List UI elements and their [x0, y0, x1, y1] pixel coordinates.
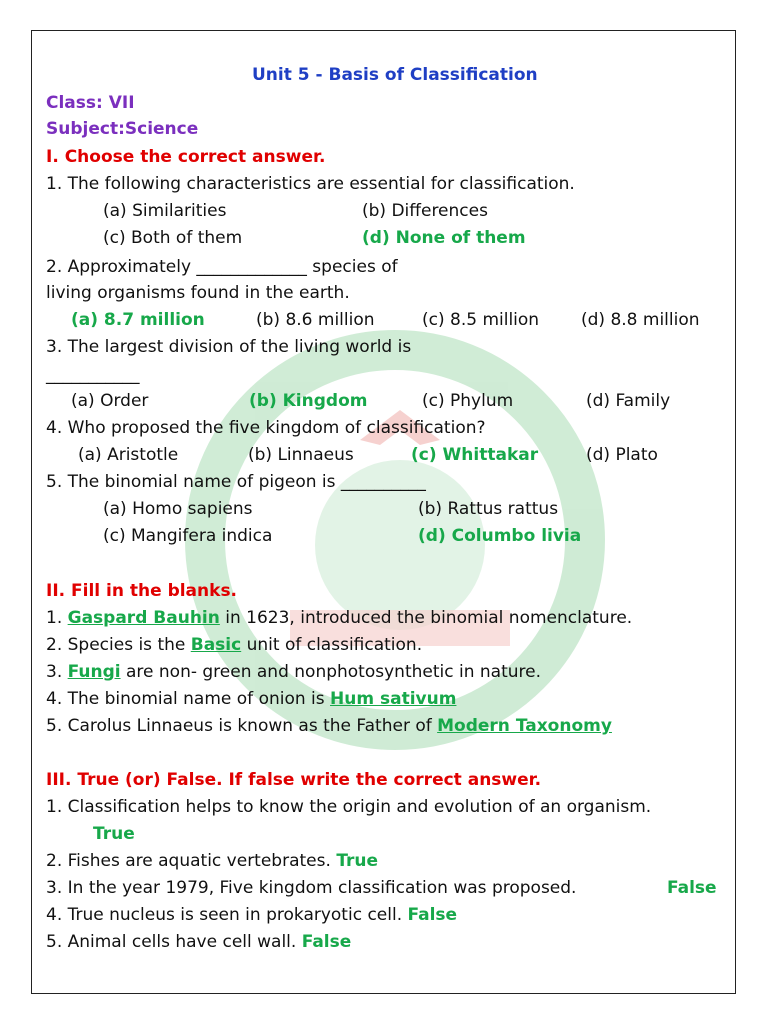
tf-4: 4. True nucleus is seen in prokaryotic cell. False — [46, 905, 458, 925]
q1-option-a: (a) Similarities — [103, 201, 227, 221]
q3-option-b-answer: (b) Kingdom — [249, 391, 368, 411]
q1-text: 1. The following characteristics are essential for classification. — [46, 174, 575, 194]
q2-line1: 2. Approximately _____________ species of — [46, 257, 398, 277]
q2-option-d: (d) 8.8 million — [581, 310, 700, 330]
q3-line2: ___________ — [46, 365, 140, 385]
class-line: Class: VII — [46, 93, 135, 113]
fill-blank-5-answer: Modern Taxonomy — [437, 716, 612, 736]
q5-option-c: (c) Mangifera indica — [103, 526, 273, 546]
fill-blank-4: 4. The binomial name of onion is Hum sativum — [46, 689, 457, 709]
fill-blank-5: 5. Carolus Linnaeus is known as the Father of Modern Taxonomy — [46, 716, 612, 736]
fill-blank-3: 3. Fungi are non- green and nonphotosynthetic in nature. — [46, 662, 541, 682]
q5-text: 5. The binomial name of pigeon is __________ — [46, 472, 426, 492]
tf-2: 2. Fishes are aquatic vertebrates. True — [46, 851, 379, 871]
q3-line1: 3. The largest division of the living world is — [46, 337, 412, 357]
section2-heading: II. Fill in the blanks. — [46, 581, 238, 601]
q2-option-c: (c) 8.5 million — [422, 310, 540, 330]
q5-option-d-answer: (d) Columbo livia — [418, 526, 582, 546]
section3-heading: III. True (or) False. If false write the correct answer. — [46, 770, 542, 790]
fill-blank-2: 2. Species is the Basic unit of classification. — [46, 635, 423, 655]
q4-option-c-answer: (c) Whittakar — [411, 445, 539, 465]
tf-1-answer: True — [93, 824, 135, 844]
fill-blank-2-answer: Basic — [190, 635, 242, 655]
page-title: Unit 5 - Basis of Classification — [252, 65, 538, 85]
section1-heading: I. Choose the correct answer. — [46, 147, 326, 167]
q4-text: 4. Who proposed the five kingdom of classification? — [46, 418, 486, 438]
q3-option-c: (c) Phylum — [422, 391, 514, 411]
q3-option-d: (d) Family — [586, 391, 671, 411]
tf-2-answer: True — [336, 851, 379, 871]
tf-5: 5. Animal cells have cell wall. False — [46, 932, 352, 952]
fill-blank-1: 1. Gaspard Bauhin in 1623, introduced the binomial nomenclature. — [46, 608, 633, 628]
tf-5-answer: False — [301, 932, 352, 952]
fill-blank-1-answer: Gaspard Bauhin — [67, 608, 220, 628]
subject-line: Subject:Science — [46, 119, 199, 139]
q5-option-b: (b) Rattus rattus — [418, 499, 559, 519]
q1-option-b: (b) Differences — [362, 201, 488, 221]
q1-option-d-answer: (d) None of them — [362, 228, 526, 248]
q2-option-a-answer: (a) 8.7 million — [71, 310, 205, 330]
q4-option-b: (b) Linnaeus — [248, 445, 354, 465]
q4-option-d: (d) Plato — [586, 445, 658, 465]
tf-1-text: 1. Classification helps to know the origin and evolution of an organism. — [46, 797, 652, 817]
q3-option-a: (a) Order — [71, 391, 149, 411]
q2-option-b: (b) 8.6 million — [256, 310, 375, 330]
fill-blank-3-answer: Fungi — [67, 662, 121, 682]
q5-option-a: (a) Homo sapiens — [103, 499, 253, 519]
tf-4-answer: False — [407, 905, 458, 925]
q1-option-c: (c) Both of them — [103, 228, 243, 248]
q2-line2: living organisms found in the earth. — [46, 283, 350, 303]
tf-3-text: 3. In the year 1979, Five kingdom classification was proposed. — [46, 878, 577, 898]
tf-3-answer: False — [667, 878, 717, 898]
fill-blank-4-answer: Hum sativum — [330, 689, 457, 709]
q4-option-a: (a) Aristotle — [78, 445, 179, 465]
